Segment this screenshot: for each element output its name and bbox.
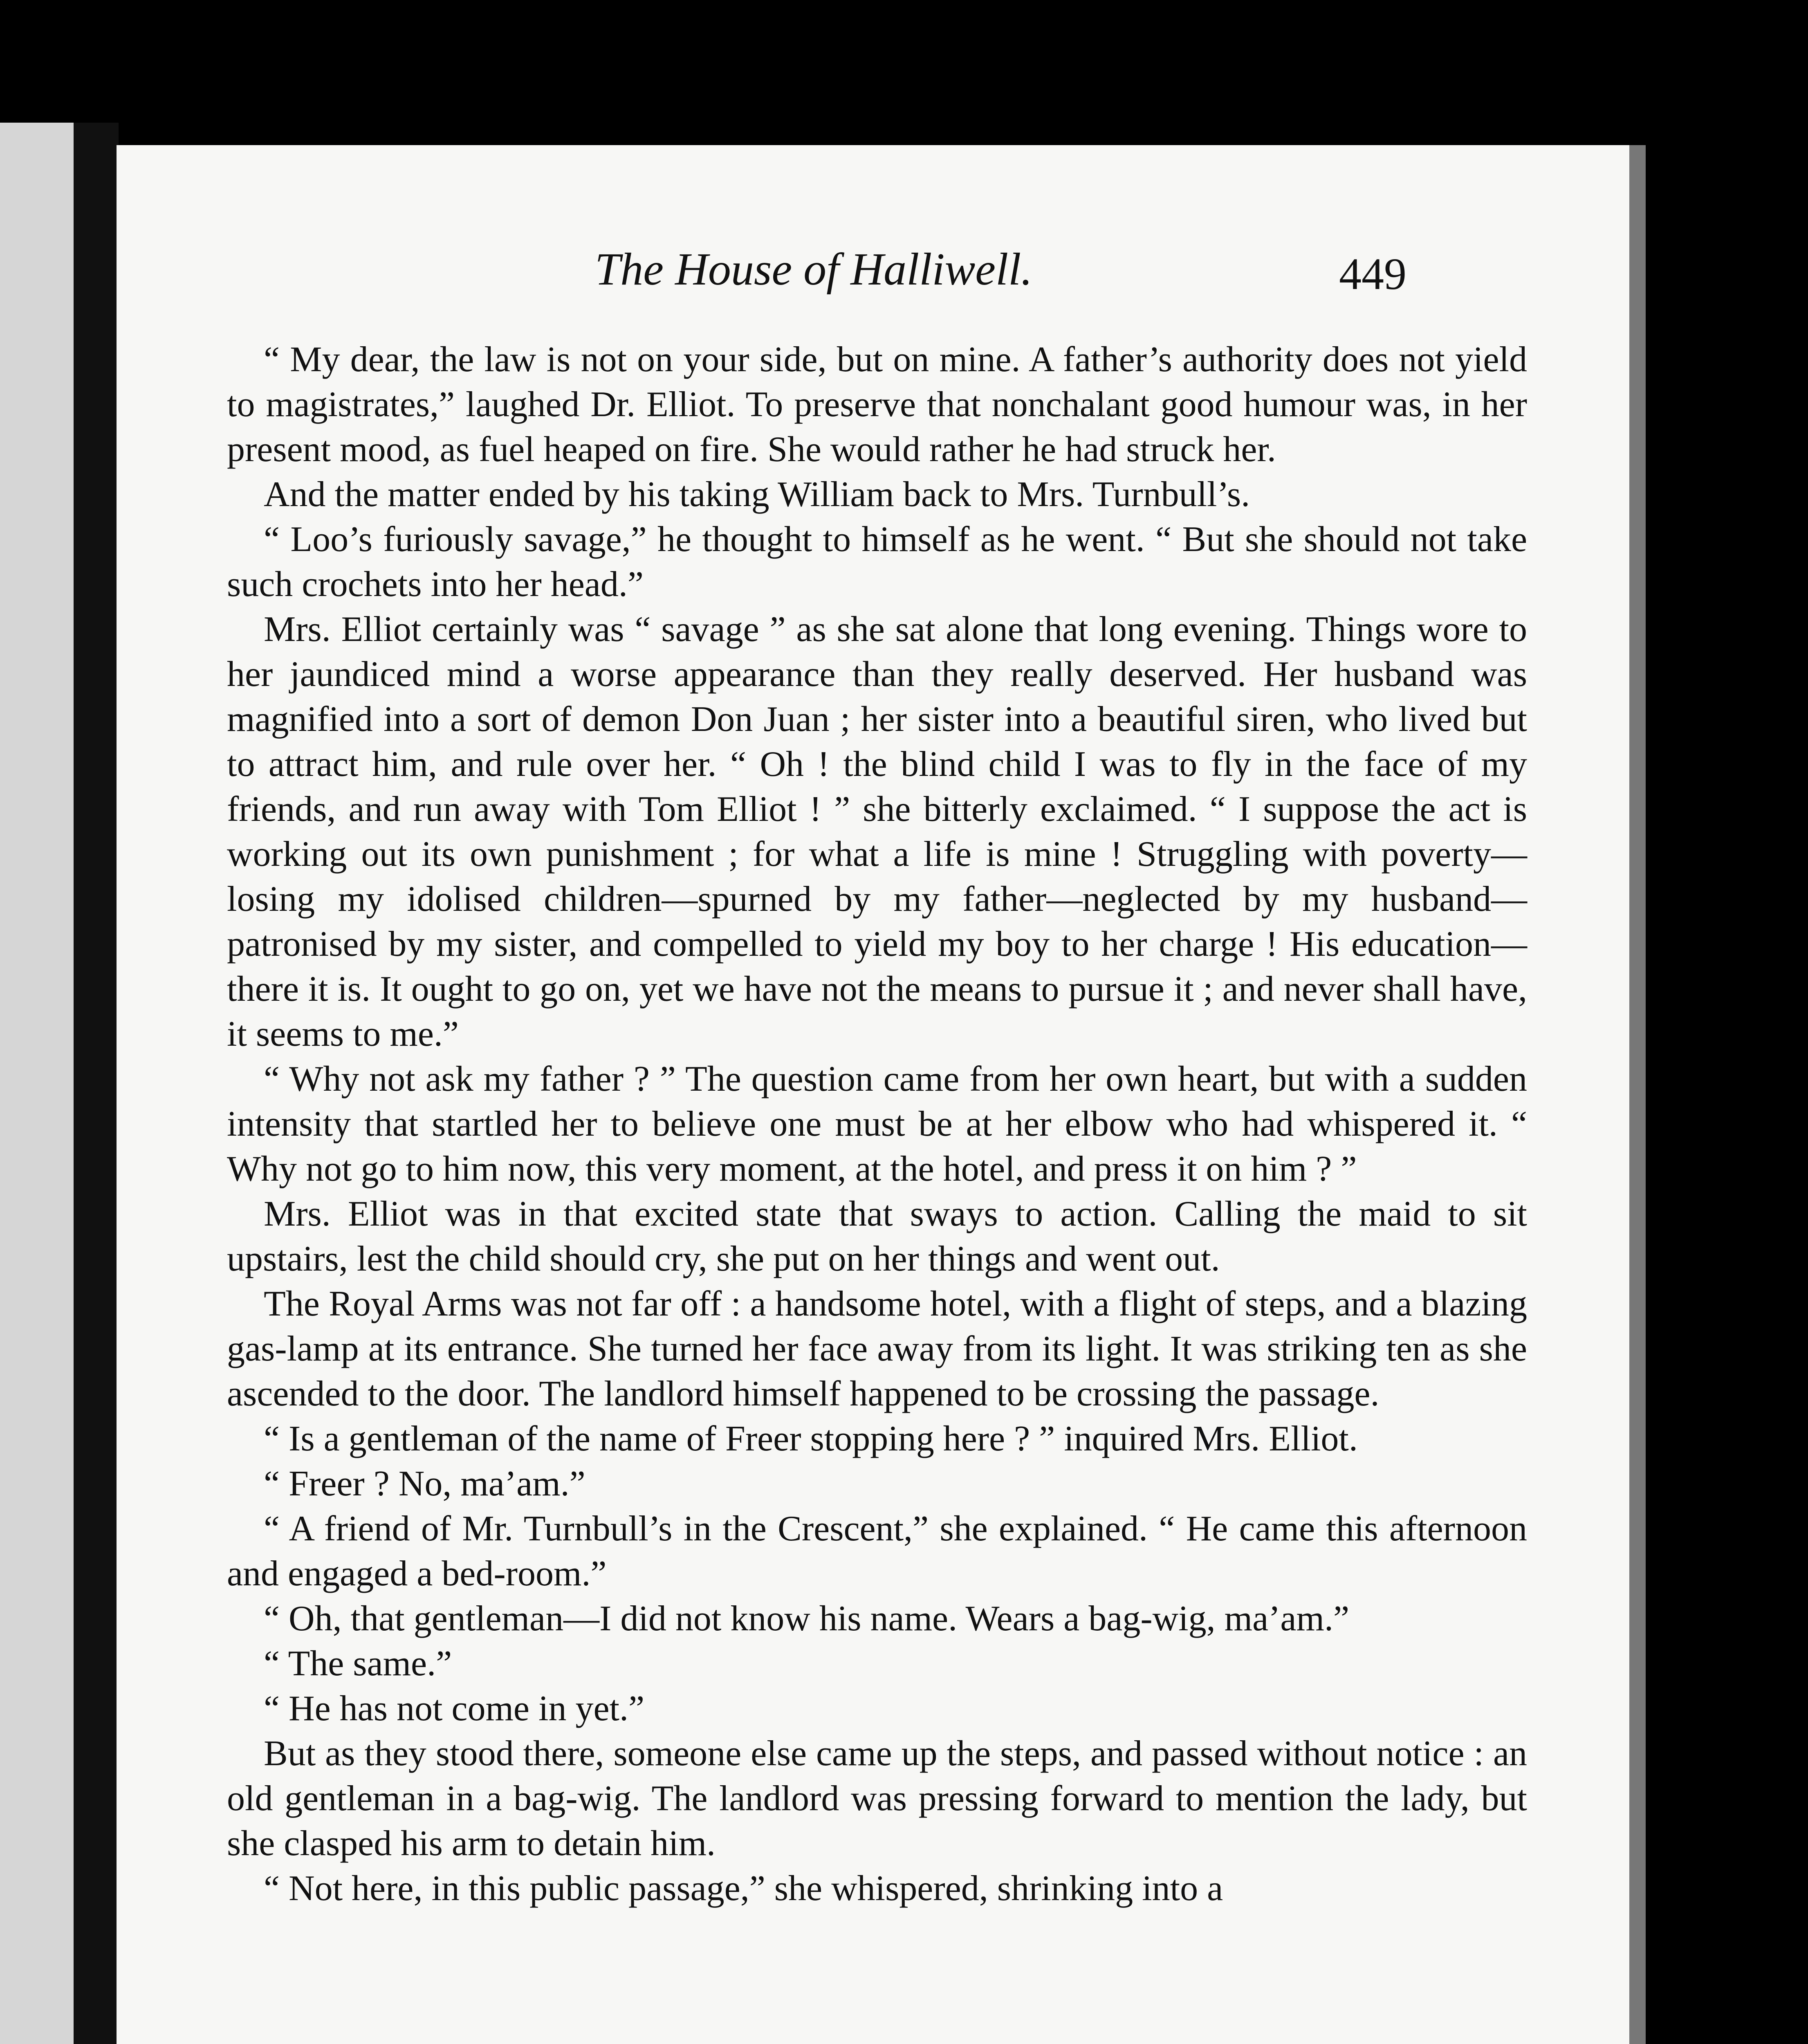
paragraph: “ Oh, that gentleman—I did not know his name. Wears a bag-wig, ma’am.” bbox=[264, 1599, 1349, 1638]
paragraph: “ Loo’s furiously savage,” he thought to himself as he went. “ But she should not take such crochets into her head.” bbox=[227, 520, 1527, 604]
paragraph: But as they stood there, someone else came up the steps, and passed without notice : an old gentleman in a bag-wig. The landlord was pressing forward to mention the lady, but she clasped his arm to detain him. bbox=[227, 1734, 1527, 1863]
paragraph: The Royal Arms was not far off : a handsome hotel, with a flight of steps, and a blazing gas-lamp at its entrance. She turned her face away from its light. It was striking ten as she ascended to the door. The landlord himself happened to be crossing the passage. bbox=[227, 1284, 1527, 1414]
paragraph: “ The same.” bbox=[264, 1644, 452, 1683]
paragraph: And the matter ended by his taking William back to Mrs. Turnbull’s. bbox=[264, 475, 1250, 514]
page-edge-shadow bbox=[1629, 145, 1646, 2044]
paragraph: Mrs. Elliot certainly was “ savage ” as she sat alone that long evening. Things wore to her jaundiced mind a worse appearance than they really deserved. Her husband was magnified into a sort of demon Don Juan ; her sister into a beautiful siren, who lived but to attract him, and rule over her. “ Oh ! the blind child I was to fly in the face of my friends, and run away with Tom Elliot ! ” she bitterly exclaimed. “ I suppose the act is working out its own punishment ; for what a life is mine ! Struggling with poverty—losing my idolised children—spurned by my father—neglected by my husband—patronised by my sister, and compelled to yield my boy to her charge ! His education—there it is. It ought to go on, yet we have not the means to pursue it ; and never shall have, it seems to me.” bbox=[227, 610, 1527, 1054]
paragraph: “ My dear, the law is not on your side, but on mine. A father’s authority does not yield to magistrates,” laughed Dr. Elliot. To preserve that nonchalant good humour was, in her present mood, as fuel heaped on fire. She would rather he had struck her. bbox=[227, 340, 1527, 469]
running-title: The House of Halliwell. bbox=[595, 244, 1033, 295]
paragraph: “ Not here, in this public passage,” she whispered, shrinking into a bbox=[264, 1869, 1223, 1908]
book-gutter bbox=[74, 123, 119, 2044]
paragraph: “ He has not come in yet.” bbox=[264, 1689, 645, 1728]
paragraph: Mrs. Elliot was in that excited state that sways to action. Calling the maid to sit upstairs, lest the child should cry, she put on her things and went out. bbox=[227, 1194, 1527, 1279]
paragraph: “ Freer ? No, ma’am.” bbox=[264, 1464, 585, 1504]
paragraph: “ Why not ask my father ? ” The question came from her own heart, but with a sudden intensity that startled her to believe one must be at her elbow who had whispered it. “ Why not go to him now, this very moment, at the hotel, and press it on him ? ” bbox=[227, 1059, 1527, 1189]
paragraph: “ Is a gentleman of the name of Freer stopping here ? ” inquired Mrs. Elliot. bbox=[264, 1419, 1358, 1459]
book-page bbox=[117, 145, 1629, 2044]
paragraph: “ A friend of Mr. Turnbull’s in the Crescent,” she explained. “ He came this afternoon and engaged a bed-room.” bbox=[227, 1509, 1527, 1594]
body-text bbox=[227, 337, 1527, 1911]
running-head bbox=[117, 243, 1629, 309]
page-number: 449 bbox=[1339, 249, 1406, 299]
